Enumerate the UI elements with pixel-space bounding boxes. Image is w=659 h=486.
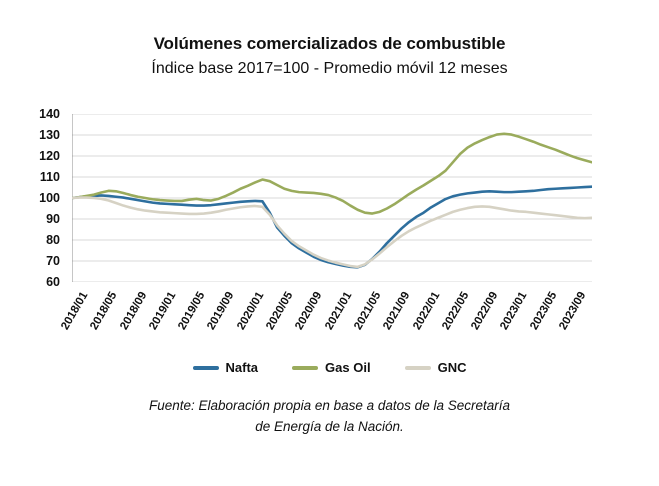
y-axis-tick: 100 xyxy=(39,191,60,205)
legend-item[interactable] xyxy=(405,360,467,375)
y-axis-tick: 60 xyxy=(46,275,60,289)
chart-subtitle: Índice base 2017=100 - Promedio móvil 12 meses xyxy=(151,60,508,77)
legend-item[interactable] xyxy=(193,360,259,375)
legend-label: Gas Oil xyxy=(325,360,371,375)
x-axis-tick: 2018/01 xyxy=(59,290,91,333)
x-axis-tick: 2018/05 xyxy=(88,290,120,333)
source-note xyxy=(0,396,659,438)
x-axis-tick: 2020/01 xyxy=(234,290,267,333)
y-axis-tick: 140 xyxy=(39,107,60,121)
y-axis-tick: 120 xyxy=(39,149,60,163)
y-axis-tick: 80 xyxy=(46,233,60,247)
legend-swatch xyxy=(292,366,318,370)
x-axis-tick: 2023/09 xyxy=(557,290,589,333)
x-axis-tick: 2022/09 xyxy=(469,290,501,333)
y-axis-tick: 110 xyxy=(39,170,60,184)
x-axis-labels xyxy=(59,290,592,352)
y-axis-labels xyxy=(0,107,66,289)
x-axis-tick: 2022/05 xyxy=(440,290,472,333)
source-note-line-1: Fuente: Elaboración propia en base a datos de la Secretaría xyxy=(149,398,510,413)
legend-label: GNC xyxy=(437,360,467,375)
legend-label: Nafta xyxy=(225,360,259,375)
y-axis-tick: 90 xyxy=(46,212,60,226)
chart-legend xyxy=(0,360,659,375)
y-axis-tick: 130 xyxy=(39,128,60,142)
legend-item[interactable] xyxy=(292,360,371,375)
x-axis-tick: 2021/09 xyxy=(381,290,413,333)
legend-swatch xyxy=(193,366,219,370)
x-axis-tick: 2023/01 xyxy=(498,290,530,333)
x-axis-tick: 2020/09 xyxy=(293,290,325,333)
source-note-line-2: de Energía de la Nación. xyxy=(255,418,404,434)
title-block xyxy=(0,34,659,78)
series-line xyxy=(72,198,592,267)
x-axis-tick: 2019/09 xyxy=(205,290,237,333)
plot-wrapper xyxy=(0,106,659,288)
x-axis-tick: 2021/01 xyxy=(322,290,355,333)
x-axis-tick: 2018/09 xyxy=(117,290,149,333)
legend-swatch xyxy=(405,366,431,370)
x-axis-tick: 2023/05 xyxy=(527,290,560,333)
y-axis-tick: 70 xyxy=(46,254,60,268)
x-axis-tick: 2022/01 xyxy=(410,290,442,333)
plot-area xyxy=(72,114,592,282)
chart-title: Volúmenes comercializados de combustible xyxy=(153,34,506,53)
x-axis-tick: 2019/05 xyxy=(176,290,208,333)
x-axis-tick: 2021/05 xyxy=(352,290,384,333)
x-axis-tick: 2020/05 xyxy=(264,290,296,333)
series-lines xyxy=(72,114,592,282)
x-axis-tick: 2019/01 xyxy=(147,290,179,333)
